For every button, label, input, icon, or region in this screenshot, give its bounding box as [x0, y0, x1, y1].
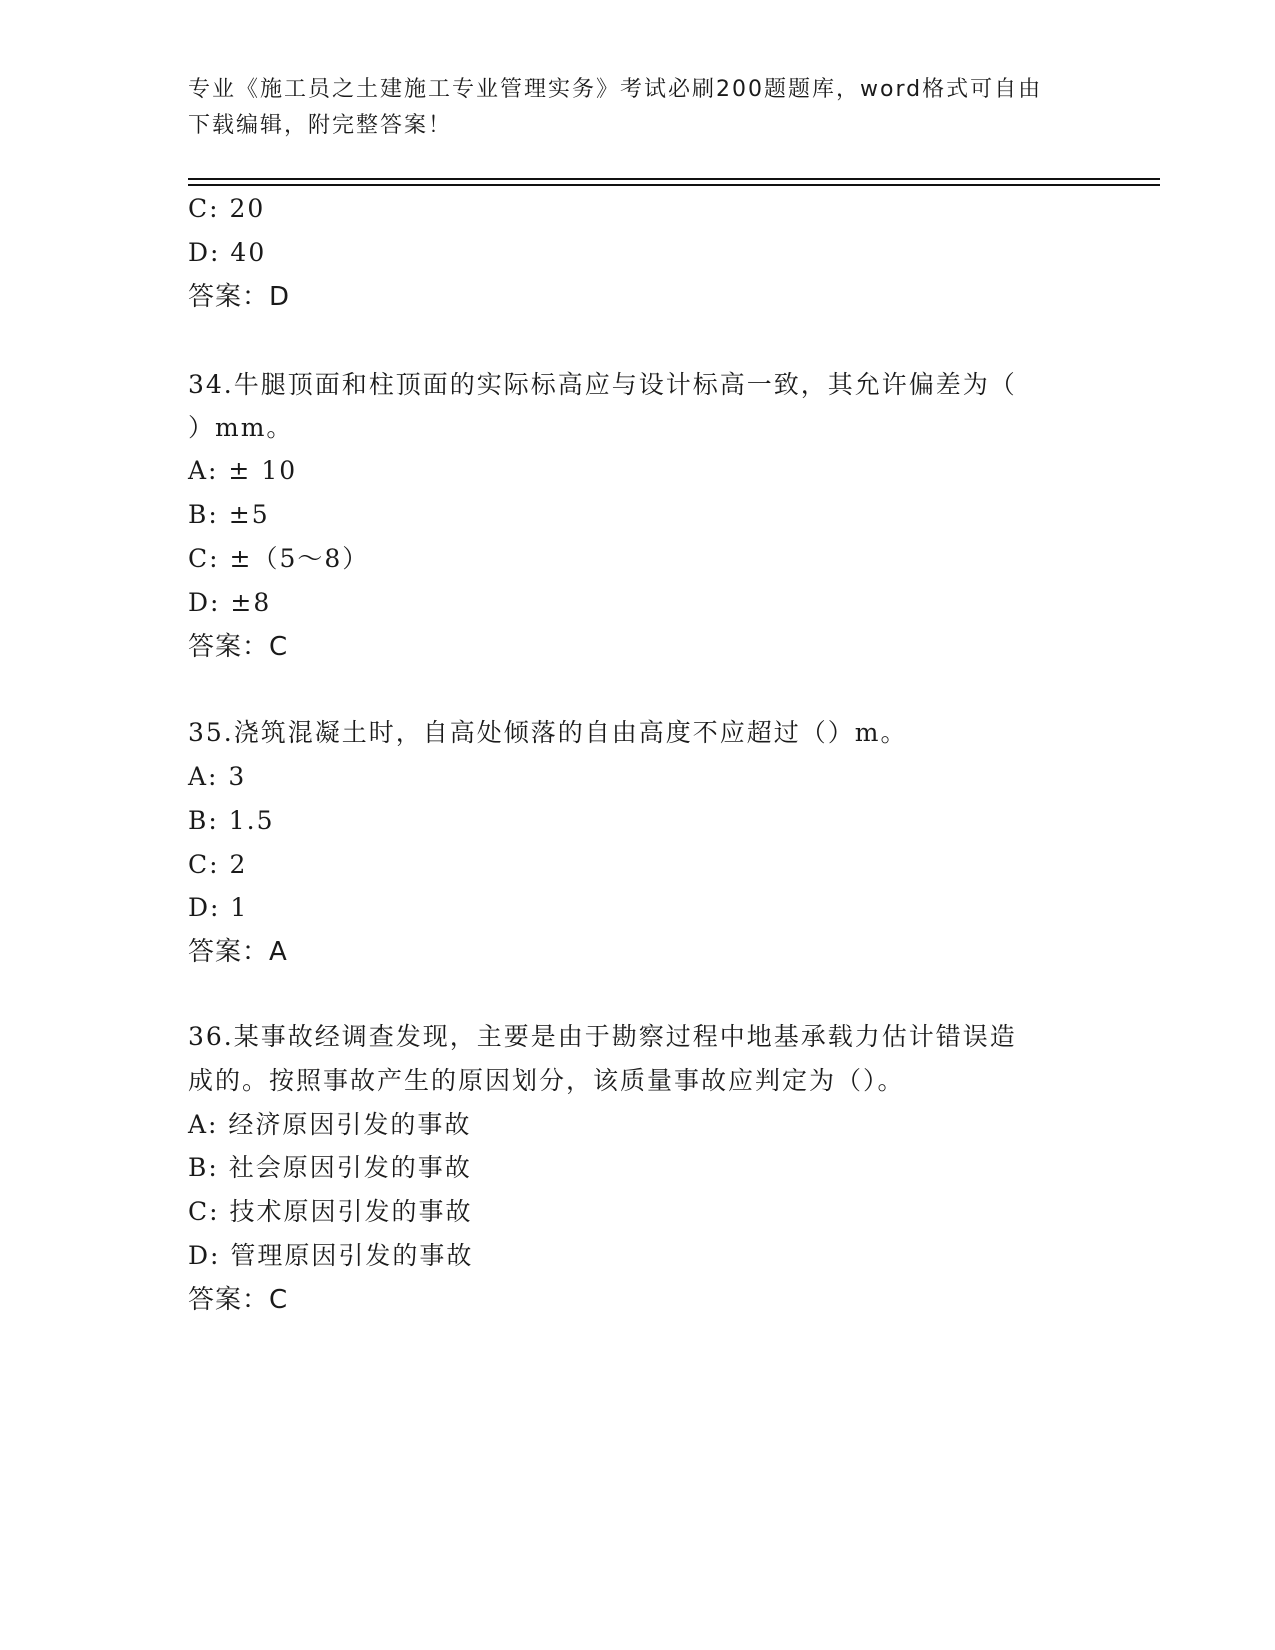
question-36-stem-line-2: 成的。按照事故产生的原因划分，该质量事故应判定为（）。 [188, 1066, 905, 1095]
question-34-option-b: B: ±5 [188, 500, 270, 529]
question-36-option-b: B: 社会原因引发的事故 [188, 1153, 472, 1182]
question-36-stem-line-1: 36.某事故经调查发现，主要是由于勘察过程中地基承载力估计错误造 [188, 1022, 1017, 1051]
answer-line: 答案：D [188, 282, 291, 312]
option-c: C: 20 [188, 194, 266, 223]
question-36-option-a: A: 经济原因引发的事故 [188, 1110, 472, 1139]
question-35-option-c: C: 2 [188, 850, 248, 879]
question-34-stem-line-2: ）mm。 [188, 413, 294, 442]
question-34-option-a: A: ± 10 [188, 456, 298, 485]
question-34-option-c: C: ±（5～8） [188, 544, 370, 573]
question-34-option-d: D: ±8 [188, 588, 272, 617]
question-35-option-b: B: 1.5 [188, 806, 275, 835]
question-36-option-c: C: 技术原因引发的事故 [188, 1197, 473, 1226]
header-title-line-2: 下载编辑，附完整答案！ [188, 113, 453, 138]
question-36-answer: 答案：C [188, 1285, 289, 1315]
header-title-line-1: 专业《施工员之土建施工专业管理实务》考试必刷200题题库，word格式可自由 [188, 77, 1043, 102]
question-34-stem-line-1: 34.牛腿顶面和柱顶面的实际标高应与设计标高一致，其允许偏差为（ [188, 370, 1017, 399]
question-35-stem-line-1: 35.浇筑混凝土时，自高处倾落的自由高度不应超过（）m。 [188, 718, 908, 747]
question-34-answer: 答案：C [188, 632, 289, 662]
header-rule-top [188, 178, 1160, 180]
header-rule-bottom [188, 184, 1160, 186]
question-35-option-d: D: 1 [188, 893, 249, 922]
page-header [188, 72, 1088, 144]
question-35-option-a: A: 3 [188, 762, 247, 791]
option-d: D: 40 [188, 238, 267, 267]
question-35-answer: 答案：A [188, 937, 288, 967]
question-36-option-d: D: 管理原因引发的事故 [188, 1241, 474, 1270]
